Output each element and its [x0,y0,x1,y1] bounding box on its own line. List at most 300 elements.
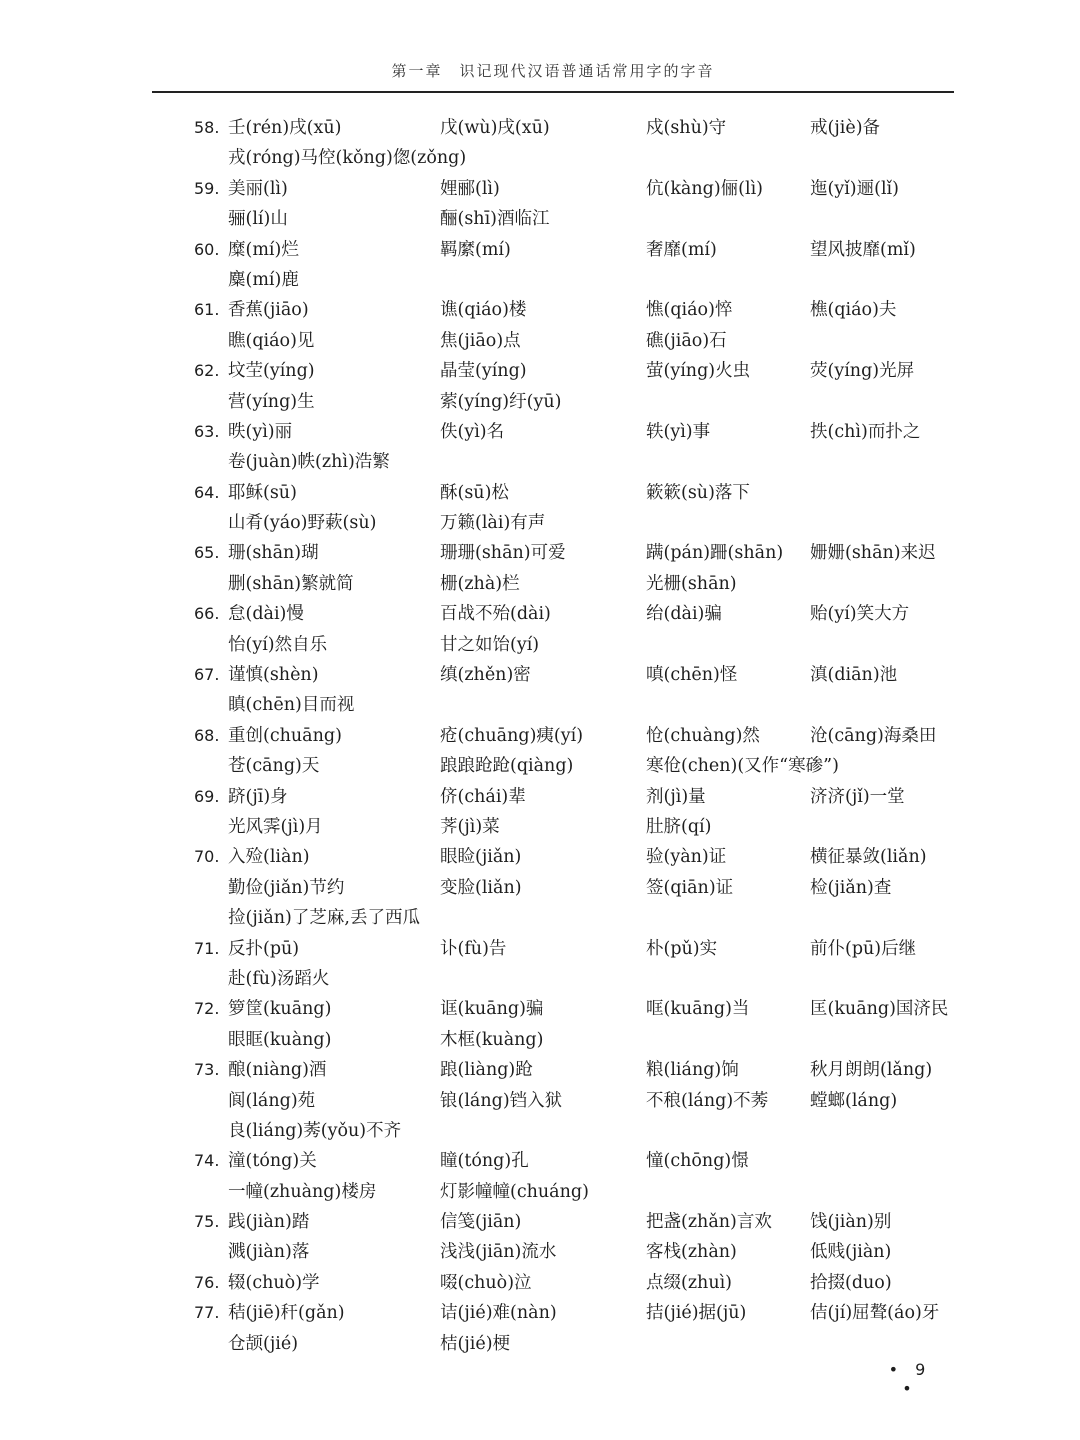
word-text: 踉踉跄跄(qiàng) [440,756,574,777]
word-item [440,478,646,508]
word-item [646,994,810,1024]
entry-number: 73. [194,1060,220,1080]
word-item [440,812,646,842]
word-item [194,356,440,386]
word-text: 木框(kuàng) [440,1029,544,1050]
word-item [646,569,810,599]
word-item [194,417,440,447]
entry-row [194,417,964,447]
word-item [646,1055,810,1085]
word-text: 践(jiàn)踏 [228,1212,310,1233]
word-item [810,1207,964,1237]
entry-row [194,1207,964,1237]
word-text: 礁(jiāo)石 [646,330,727,351]
entry-number: 59. [194,178,220,198]
word-item [810,782,964,812]
word-item [646,295,810,325]
word-text: 重创(chuāng) [228,725,342,746]
word-text: 晶莹(yíng) [440,361,527,382]
entry-continuation-row [194,873,964,903]
word-text: 锒(láng)铛入狱 [440,1090,563,1111]
word-item [440,387,646,417]
word-item [194,599,440,629]
word-item [440,873,646,903]
word-item [440,934,646,964]
entry-row [194,538,964,568]
word-text: 迤(yǐ)逦(lǐ) [810,178,899,199]
word-item [194,903,646,933]
word-text: 酥(sū)松 [440,482,509,503]
word-item [194,934,440,964]
word-text: 戎(róng)马倥(kǒng)偬(zǒng) [228,148,467,169]
entry-continuation-row [194,812,964,842]
word-item [194,265,440,295]
word-item [646,1268,810,1298]
word-item [194,174,440,204]
word-item [194,478,440,508]
word-item [440,1237,646,1267]
word-item [194,812,440,842]
entry-row [194,356,964,386]
entry-number: 70. [194,847,220,867]
word-item [810,174,964,204]
word-text: 点缀(zhuì) [646,1272,733,1293]
word-item [194,873,440,903]
word-item [194,569,440,599]
word-item [440,417,646,447]
word-item [194,842,440,872]
entry-continuation-row [194,1086,964,1116]
word-item [810,1237,964,1267]
word-item [194,387,440,417]
word-item [194,447,646,477]
word-text: 百战不殆(dài) [440,604,551,625]
word-text: 昳(yì)丽 [228,421,293,442]
entry-row [194,1055,964,1085]
word-item [810,1146,964,1176]
word-item [440,630,646,660]
word-item [646,478,810,508]
word-text: 阆(láng)苑 [228,1090,316,1111]
word-text: 羁縻(mí) [440,239,511,260]
word-item [646,235,810,265]
word-text: 万籁(lài)有声 [440,513,546,534]
word-item [646,599,810,629]
word-text: 骊(lí)山 [228,209,288,230]
word-item [440,295,646,325]
word-text: 戒(jiè)备 [810,118,881,138]
word-text: 苍(cāng)天 [228,756,320,777]
word-item [440,204,646,234]
entry-row [194,1298,964,1328]
entry-row [194,174,964,204]
word-item [810,235,964,265]
word-text: 瞧(qiáo)见 [228,330,315,351]
word-text: 疮(chuāng)痍(yí) [440,725,584,746]
word-text: 营(yíng)生 [228,391,315,412]
word-text: 勤俭(jiǎn)节约 [228,877,345,898]
word-item [646,356,810,386]
word-item [194,1025,440,1055]
word-item [440,1329,646,1359]
word-text: 轶(yì)事 [646,421,711,442]
word-text: 仓颉(jié) [228,1333,299,1354]
entry-continuation-row [194,508,964,538]
entry-row [194,1268,964,1298]
word-text: 壬(rén)戌(xū) [228,118,342,138]
word-item [646,782,810,812]
word-text: 捡(jiǎn)了芝麻,丢了西瓜 [228,908,420,929]
entry-row [194,934,964,964]
entry-row [194,782,964,812]
word-text: 检(jiǎn)查 [810,877,892,898]
word-text: 怆(chuàng)然 [646,725,760,746]
word-item [194,204,440,234]
word-text: 佚(yì)名 [440,421,505,442]
word-item [810,721,964,751]
word-text: 戍(shù)守 [646,118,727,138]
page-number: • 9 • [888,1360,932,1398]
word-text: 浅浅(jiān)流水 [440,1242,557,1263]
word-item [194,660,440,690]
entry-row [194,113,964,143]
word-item [440,508,646,538]
word-text: 谯(qiáo)楼 [440,300,527,321]
word-item [440,1177,646,1207]
word-item [440,1086,646,1116]
word-text: 栅(zhà)栏 [440,573,520,594]
word-item [194,1146,440,1176]
entry-continuation-row [194,690,964,720]
entry-number: 77. [194,1303,220,1323]
word-item [194,113,440,143]
word-item [440,1298,646,1328]
word-text: 伉(kàng)俪(lì) [646,178,764,199]
word-item [440,660,646,690]
word-text: 卷(juàn)帙(zhì)浩繁 [228,452,390,473]
entry-number: 62. [194,361,220,381]
word-item [646,1237,810,1267]
word-text: 荧(yíng)光屏 [810,361,915,382]
word-item [194,690,440,720]
word-item [194,751,440,781]
word-text: 荠(jì)菜 [440,816,500,837]
word-text: 反扑(pū) [228,938,300,959]
entry-number: 68. [194,725,220,745]
word-item [646,1207,810,1237]
word-item [810,599,964,629]
word-text: 滇(diān)池 [810,665,898,686]
word-text: 憧(chōng)憬 [646,1151,749,1172]
word-item [810,842,964,872]
word-item [194,1116,646,1146]
entry-continuation-row [194,751,964,781]
word-item [194,782,440,812]
word-item [810,295,964,325]
word-text: 济济(jǐ)一堂 [810,786,905,807]
word-item [646,812,810,842]
word-text: 娌郦(lì) [440,178,500,199]
word-text: 香蕉(jiāo) [228,300,309,321]
word-text: 奢靡(mí) [646,239,717,260]
word-item [194,235,440,265]
entry-number: 71. [194,938,220,958]
entry-continuation-row [194,1237,964,1267]
word-text: 酾(shī)酒临江 [440,209,550,230]
word-text: 焦(jiāo)点 [440,330,521,351]
entry-row [194,235,964,265]
word-item [440,842,646,872]
word-item [646,934,810,964]
word-item [440,1207,646,1237]
word-text: 签(qiān)证 [646,877,734,898]
word-text: 姗姗(shān)来迟 [810,543,936,564]
word-text: 光栅(shān) [646,573,737,594]
entry-continuation-row [194,387,964,417]
word-item [440,538,646,568]
word-text: 望风披靡(mǐ) [810,239,916,260]
word-text: 戊(wù)戌(xū) [440,118,550,138]
word-text: 怡(yí)然自乐 [228,634,328,655]
word-text: 诓(kuāng)骗 [440,999,544,1020]
entry-row [194,842,964,872]
entry-number: 60. [194,239,220,259]
word-text: 拮(jié)据(jū) [646,1303,747,1324]
word-text: 客栈(zhàn) [646,1242,737,1263]
word-item [810,1298,964,1328]
entry-number: 74. [194,1151,220,1171]
word-text: 粮(liáng)饷 [646,1060,739,1081]
entry-continuation-row [194,204,964,234]
word-text: 灯影幢幢(chuáng) [440,1181,589,1202]
word-item [810,994,964,1024]
word-text: 桔(jié)梗 [440,1333,511,1354]
word-item [194,1268,440,1298]
entry-continuation-row [194,1177,964,1207]
entry-row [194,660,964,690]
entry-continuation-row [194,326,964,356]
entry-number: 66. [194,604,220,624]
entry-number: 58. [194,118,220,137]
entry-row [194,721,964,751]
word-item [810,478,964,508]
entry-continuation-row [194,143,964,173]
word-text: 萦(yíng)纡(yū) [440,391,562,412]
word-text: 缜(zhěn)密 [440,665,531,686]
word-text: 入殓(liàn) [228,847,310,868]
entry-continuation-row [194,903,964,933]
word-text: 糜(mí)烂 [228,239,299,260]
word-text: 瞳(tóng)孔 [440,1151,529,1172]
word-text: 一幢(zhuàng)楼房 [228,1181,377,1202]
word-text: 簌簌(sù)落下 [646,482,750,503]
word-item [810,1086,964,1116]
word-item [440,721,646,751]
running-header: 第一章 识记现代汉语普通话常用字的字音 [391,62,715,80]
entry-continuation-row [194,265,964,295]
word-item [194,630,440,660]
word-item [646,842,810,872]
word-text: 低贱(jiàn) [810,1242,892,1263]
word-item [646,660,810,690]
word-item [440,113,646,143]
word-text: 酿(niàng)酒 [228,1060,327,1081]
entry-continuation-row [194,1329,964,1359]
word-item [194,1086,440,1116]
word-text: 沧(cāng)海桑田 [810,725,937,746]
word-text: 寒伧(chen)(又作“寒碜”) [646,756,839,777]
word-text: 眼眶(kuàng) [228,1029,332,1050]
entry-number: 64. [194,482,220,502]
entry-continuation-row [194,964,964,994]
word-text: 瞋(chēn)目而视 [228,695,355,716]
word-text: 麋(mí)鹿 [228,269,299,290]
word-item [646,326,810,356]
word-item [646,538,810,568]
word-text: 信笺(jiān) [440,1212,522,1233]
entry-number: 65. [194,543,220,563]
word-text: 萤(yíng)火虫 [646,361,751,382]
word-text: 啜(chuò)泣 [440,1272,532,1293]
word-text: 匡(kuāng)国济民 [810,999,949,1020]
word-item [194,994,440,1024]
word-text: 哐(kuāng)当 [646,999,750,1020]
word-text: 箩筐(kuāng) [228,999,332,1020]
word-text: 踉(liàng)跄 [440,1060,533,1081]
word-text: 不稂(láng)不莠 [646,1090,769,1111]
entry-number: 63. [194,421,220,441]
word-text: 赴(fù)汤蹈火 [228,968,330,989]
word-text: 眼睑(jiǎn) [440,847,522,868]
word-text: 潼(tóng)关 [228,1151,317,1172]
word-text: 怠(dài)慢 [228,604,304,625]
word-item [440,751,646,781]
entry-row [194,295,964,325]
word-item [194,1237,440,1267]
header-rule [152,91,954,93]
word-item [810,873,964,903]
word-item [810,417,964,447]
word-text: 饯(jiàn)别 [810,1212,892,1233]
entry-number: 67. [194,665,220,685]
word-text: 憔(qiáo)悴 [646,300,733,321]
word-text: 验(yàn)证 [646,847,727,868]
word-item [194,1177,440,1207]
word-text: 拾掇(duo) [810,1272,892,1293]
word-item [194,508,440,538]
entry-number: 61. [194,300,220,320]
word-item [646,1146,810,1176]
word-item [194,326,440,356]
entry-number: 72. [194,999,220,1019]
word-item [440,356,646,386]
entry-number: 76. [194,1272,220,1292]
word-item [194,1055,440,1085]
word-text: 讣(fù)告 [440,938,507,959]
word-text: 诘(jié)难(nàn) [440,1303,557,1324]
word-item [810,538,964,568]
word-item [194,538,440,568]
entry-continuation-row [194,1025,964,1055]
entry-row [194,599,964,629]
entry-continuation-row [194,630,964,660]
word-text: 变脸(liǎn) [440,877,522,898]
word-text: 贻(yí)笑大方 [810,604,910,625]
entry-continuation-row [194,447,964,477]
word-item [810,356,964,386]
word-item [440,569,646,599]
word-item [646,721,810,751]
word-text: 蹒(pán)跚(shān) [646,543,784,564]
word-item [440,782,646,812]
word-text: 秸(jiē)秆(gǎn) [228,1303,345,1324]
word-text: 美丽(lì) [228,178,288,199]
word-text: 甘之如饴(yí) [440,634,540,655]
word-item [646,1298,810,1328]
word-text: 横征暴敛(liǎn) [810,847,927,868]
entry-continuation-row [194,1116,964,1146]
word-item [440,994,646,1024]
word-text: 佶(jí)屈聱(áo)牙 [810,1303,940,1324]
entry-row [194,1146,964,1176]
word-text: 前仆(pū)后继 [810,938,917,959]
word-item [194,295,440,325]
word-item [440,174,646,204]
word-text: 把盏(zhǎn)言欢 [646,1212,772,1233]
word-text: 删(shān)繁就简 [228,573,354,594]
word-text: 坟茔(yíng) [228,361,315,382]
word-item [194,1329,440,1359]
word-text: 绐(dài)骗 [646,604,722,625]
word-item [646,873,810,903]
word-item [440,1146,646,1176]
word-text: 秋月朗朗(lǎng) [810,1060,933,1081]
word-text: 光风霁(jì)月 [228,816,323,837]
word-item [440,1025,646,1055]
word-text: 溅(jiàn)落 [228,1242,310,1263]
word-item [194,1207,440,1237]
word-item [440,235,646,265]
word-item [194,964,440,994]
entry-row [194,994,964,1024]
word-text: 耶稣(sū) [228,482,297,503]
word-item [646,751,839,781]
entry-number: 69. [194,786,220,806]
word-text: 朴(pǔ)实 [646,938,718,959]
word-text: 樵(qiáo)夫 [810,300,897,321]
word-item [810,1055,964,1085]
word-text: 谨慎(shèn) [228,665,319,686]
word-item [194,721,440,751]
word-text: 辍(chuò)学 [228,1272,320,1293]
word-text: 珊(shān)瑚 [228,543,319,564]
word-item [646,417,810,447]
word-item [810,113,964,143]
entry-number: 75. [194,1212,220,1232]
word-item [194,143,646,173]
word-text: 珊珊(shān)可爱 [440,543,566,564]
word-item [440,1055,646,1085]
word-item [194,1298,440,1328]
word-item [646,1086,810,1116]
word-text: 跻(jī)身 [228,786,288,807]
word-text: 肚脐(qí) [646,816,712,837]
word-text: 剂(jì)量 [646,786,706,807]
word-item [810,1268,964,1298]
word-item [810,934,964,964]
word-item [646,113,810,143]
word-text: 良(liáng)莠(yǒu)不齐 [228,1120,402,1141]
